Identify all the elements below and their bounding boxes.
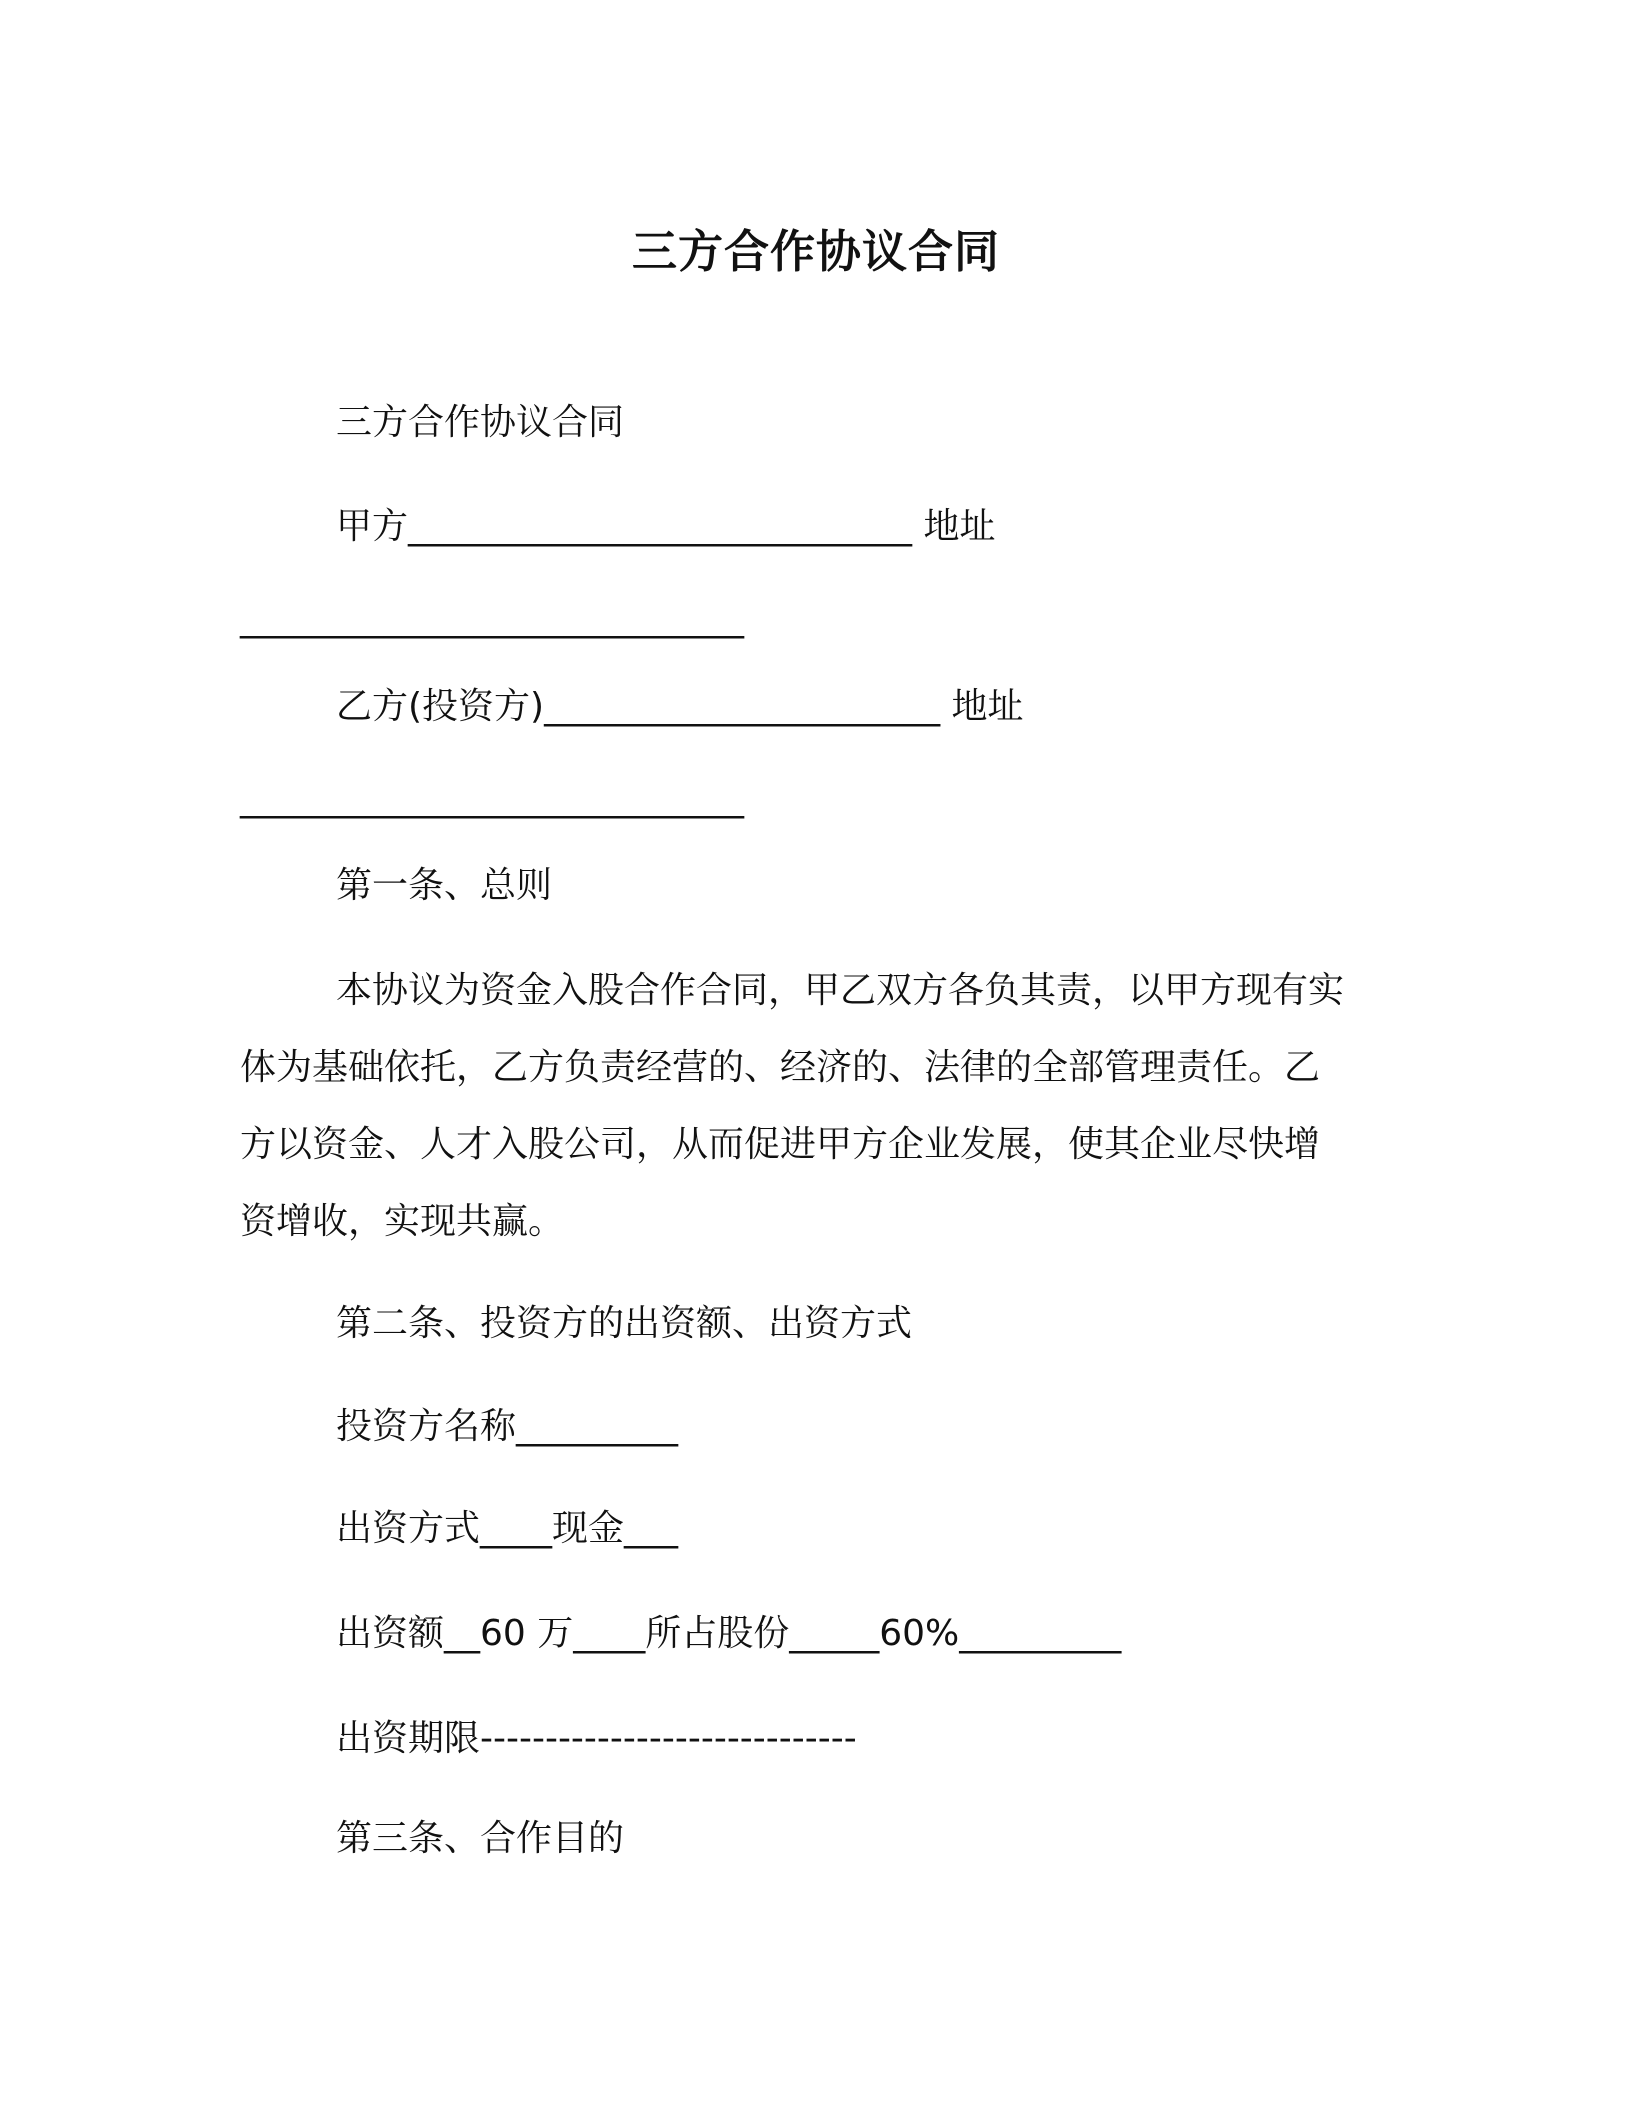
party-b-address-line: ____________________________ [240,778,744,819]
article-1-body-line: 体为基础依托，乙方负责经营的、经济的、法律的全部管理责任。乙 [240,1047,1321,1088]
article-2-heading: 第二条、投资方的出资额、出资方式 [336,1303,913,1344]
article-1-body-line: 资增收，实现共赢。 [240,1201,565,1242]
party-a-address-line: ____________________________ [240,598,744,639]
document-subtitle: 三方合作协议合同 [336,402,625,443]
contribution-method-line: 出资方式____现金___ [336,1508,679,1549]
contribution-term-line: 出资期限----------------------------- [336,1718,857,1759]
article-1-body-line: 方以资金、人才入股公司，从而促进甲方企业发展，使其企业尽快增 [240,1124,1321,1165]
article-3-heading: 第三条、合作目的 [336,1818,625,1859]
contribution-amount-line: 出资额__60 万____所占股份_____60%_________ [336,1613,1122,1654]
document-title: 三方合作协议合同 [631,225,1000,278]
article-1-body-line: 本协议为资金入股合作合同，甲乙双方各负其责，以甲方现有实 [336,970,1345,1011]
article-1-heading: 第一条、总则 [336,865,553,906]
article-1-body [240,952,1390,1260]
investor-name-line: 投资方名称_________ [336,1406,679,1447]
party-b-line: 乙方(投资方)______________________ 地址 [336,686,1024,727]
party-a-line: 甲方____________________________ 地址 [336,506,996,547]
